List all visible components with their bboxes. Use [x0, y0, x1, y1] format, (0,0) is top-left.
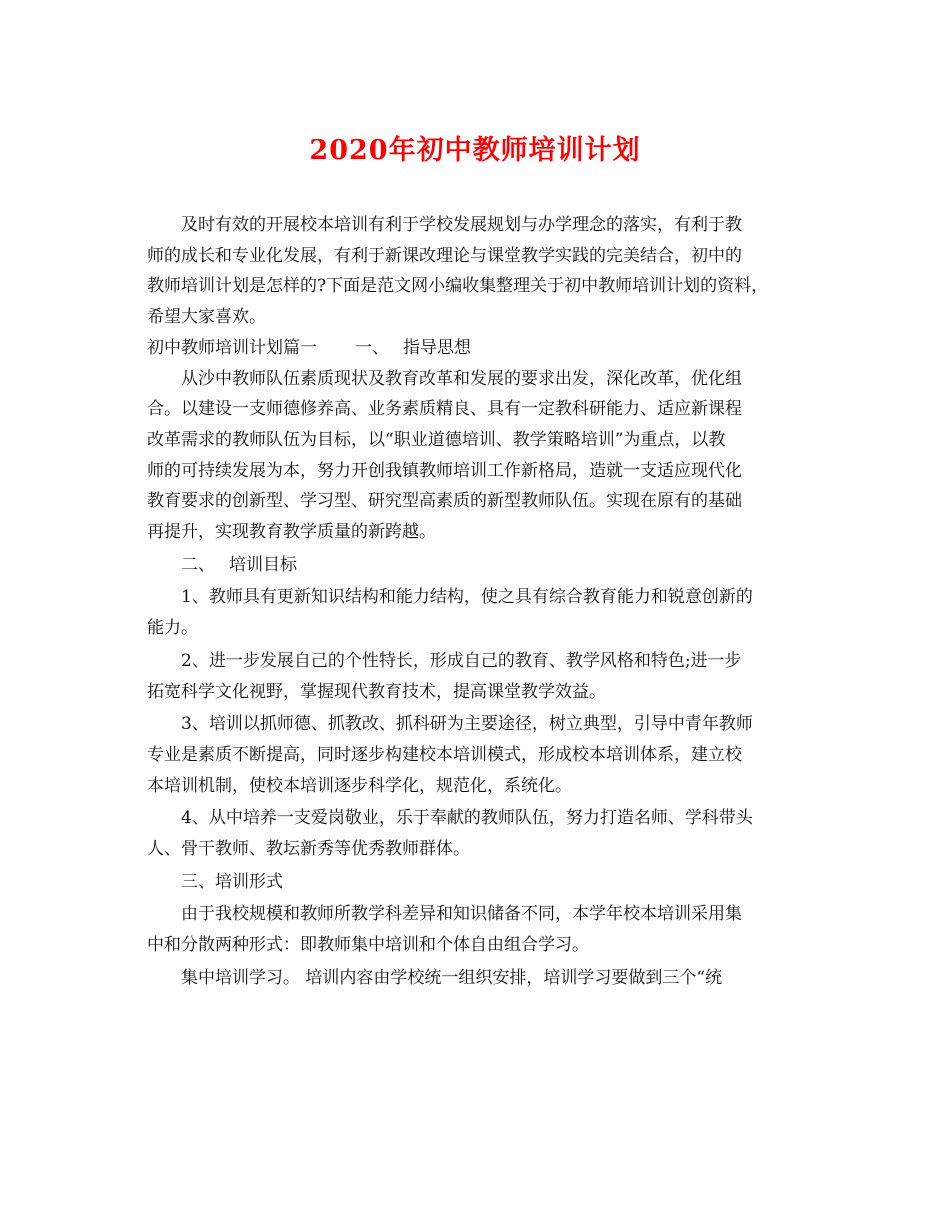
- text-line: 合。以建设一支师德修养高、业务素质精良、具有一定教科研能力、适应新课程: [147, 399, 742, 420]
- intro-paragraph: [147, 210, 812, 333]
- text-line: 4、从中培养一支爱岗敬业，乐于奉献的教师队伍，努力打造名师、学科带头: [181, 808, 753, 829]
- document-body: [147, 210, 812, 994]
- section-title: 培训目标: [229, 554, 297, 575]
- section-heading-line: [147, 333, 812, 364]
- text-line: 中和分散两种形式：即教师集中培训和个体自由组合学习。: [147, 935, 589, 956]
- text-line: 由于我校规模和教师所教学科差异和知识储备不同，本学年校本培训采用集: [181, 904, 742, 925]
- goal-item: [147, 803, 812, 864]
- text-line: 教师培训计划是怎样的?下面是范文网小编收集整理关于初中教师培训计划的资料，: [147, 276, 769, 297]
- text-line: 拓宽科学文化视野，掌握现代教育技术，提高课堂教学效益。: [147, 681, 606, 702]
- section-number: 一、: [355, 337, 389, 358]
- text-line: 及时有效的开展校本培训有利于学校发展规划与办学理念的落实，有利于教: [181, 215, 742, 235]
- text-line: 2、进一步发展自己的个性特长，形成自己的教育、教学风格和特色;进一步: [181, 650, 742, 671]
- text-line: 3、培训以抓师德、抓教改、抓科研为主要途径，树立典型，引导中青年教师: [181, 714, 753, 735]
- guiding-paragraph: [147, 364, 812, 548]
- text-line: 人、骨干教师、教坛新秀等优秀教师群体。: [147, 839, 470, 860]
- last-paragraph-line: 集中培训学习。 培训内容由学校统一组织安排，培训学习要做到三个“统: [181, 967, 723, 988]
- text-line: 希望大家喜欢。: [147, 307, 266, 328]
- text-line: 1、教师具有更新知识结构和能力结构，使之具有综合教育能力和锐意创新的: [181, 587, 753, 608]
- text-line: 本培训机制，使校本培训逐步科学化，规范化，系统化。: [147, 775, 572, 796]
- text-line: 师的可持续发展为本，努力开创我镇教师培训工作新格局，造就一支适应现代化: [147, 460, 742, 481]
- text-line: 改革需求的教师队伍为目标，以“职业道德培训、教学策略培训”为重点，以教: [147, 429, 726, 450]
- text-line: 师的成长和专业化发展，有利于新课改理论与课堂教学实践的完美结合，初中的: [147, 245, 742, 266]
- goal-item: [147, 582, 812, 643]
- text-line: 从沙中教师队伍素质现状及教育改革和发展的要求出发，深化改革，优化组: [181, 368, 742, 389]
- text-line: 再提升，实现教育教学质量的新跨越。: [147, 522, 436, 543]
- text-line: 教育要求的创新型、学习型、研究型高素质的新型教师队伍。实现在原有的基础: [147, 491, 742, 512]
- section-heading: [147, 550, 812, 581]
- section-label: 初中教师培训计划篇一: [147, 337, 317, 358]
- goal-item: [147, 709, 812, 801]
- section-title: 指导思想: [403, 337, 471, 358]
- document-title: 2020年初中教师培训计划: [309, 135, 641, 166]
- text-line: 专业是素质不断提高，同时逐步构建校本培训模式，形成校本培训体系，建立校: [147, 744, 742, 765]
- text-line: 能力。: [147, 618, 198, 639]
- section-heading: 三、培训形式: [181, 871, 283, 892]
- form-paragraph: [147, 899, 812, 960]
- section-number: 二、: [181, 554, 215, 575]
- goal-item: [147, 646, 812, 707]
